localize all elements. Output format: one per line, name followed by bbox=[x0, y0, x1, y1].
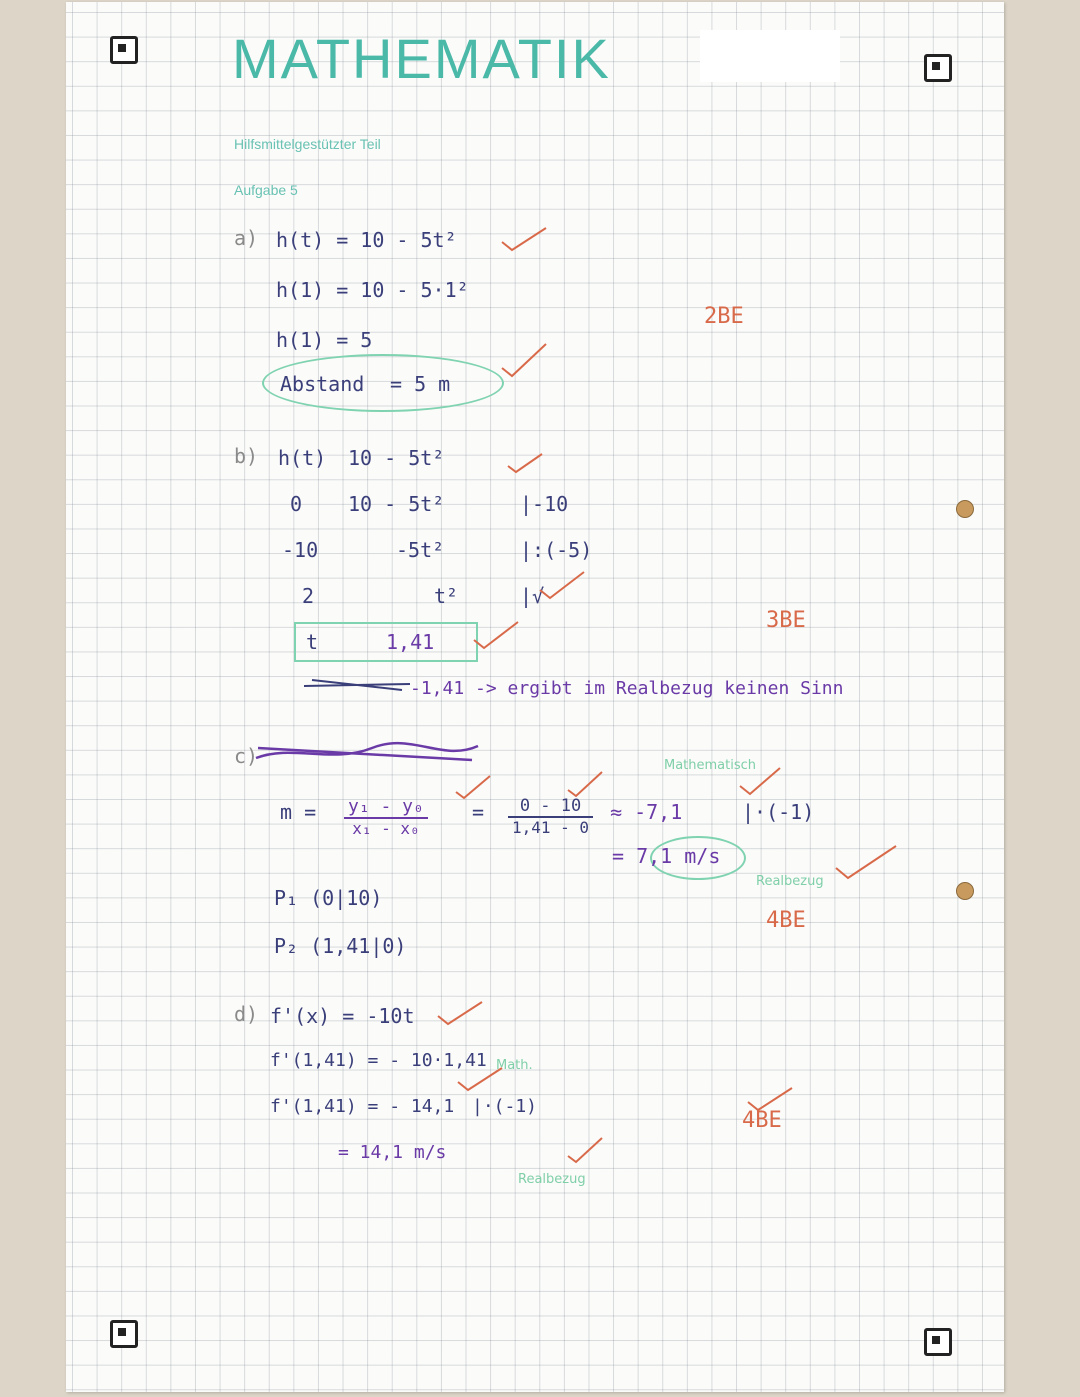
part-a-line-1: h(t) = 10 - 5t² bbox=[276, 228, 457, 252]
part-c-label: c) bbox=[234, 744, 259, 768]
part-d-label: d) bbox=[234, 1002, 259, 1026]
part-b-note: -1,41 -> ergibt im Realbezug keinen Sinn bbox=[410, 678, 844, 699]
corner-marker-bottom-right bbox=[924, 1328, 952, 1356]
part-a-line-4-label: Abstand bbox=[280, 372, 365, 396]
part-c-note-math: Mathematisch bbox=[664, 758, 757, 773]
punch-hole-lower bbox=[956, 882, 974, 900]
crossed-out-scribble bbox=[252, 738, 482, 768]
page-title: MATHEMATIK bbox=[232, 27, 611, 90]
part-b-row-5-right: 1,41 bbox=[386, 630, 435, 654]
grid-paper-sheet bbox=[66, 2, 1004, 1392]
part-b-row-2-op: |-10 bbox=[520, 492, 569, 516]
part-d-line-2: f'(1,41) = - 10·1,41 bbox=[270, 1050, 487, 1071]
part-a-line-4-value: = 5 m bbox=[390, 372, 451, 396]
part-d-line-4: = 14,1 m/s bbox=[338, 1142, 447, 1163]
part-b-row-2-right: 10 - 5t² bbox=[348, 492, 445, 516]
part-d-line-1: f'(x) = -10t bbox=[270, 1004, 415, 1028]
part-b-row-3-op: |:(-5) bbox=[520, 538, 593, 562]
corner-marker-top-left bbox=[110, 36, 138, 64]
part-d-note-real: Realbezug bbox=[518, 1172, 586, 1187]
fraction-1-numerator: y₁ - y₀ bbox=[344, 796, 428, 819]
checkmark-icon bbox=[454, 772, 494, 802]
task-heading: Aufgabe 5 bbox=[234, 182, 298, 198]
checkmark-icon bbox=[746, 1084, 796, 1114]
corner-marker-bottom-left bbox=[110, 1320, 138, 1348]
checkmark-icon bbox=[456, 1064, 506, 1094]
part-c-fraction-2 bbox=[508, 796, 593, 837]
part-c-fraction-1 bbox=[344, 796, 428, 838]
checkmark-icon bbox=[538, 568, 588, 602]
part-d-line-3: f'(1,41) = - 14,1 bbox=[270, 1096, 455, 1117]
part-b-row-5-left: t bbox=[306, 630, 319, 654]
part-b-row-4-left: 2 bbox=[302, 584, 315, 608]
punch-hole-upper bbox=[956, 500, 974, 518]
fraction-1-denominator: x₁ - x₀ bbox=[352, 819, 420, 838]
checkmark-icon bbox=[436, 998, 486, 1028]
corner-marker-top-right bbox=[924, 54, 952, 82]
checkmark-icon bbox=[834, 842, 900, 882]
part-b-row-2-left: 0 bbox=[290, 492, 303, 516]
fraction-2-numerator: 0 - 10 bbox=[508, 796, 593, 818]
checkmark-icon bbox=[738, 764, 784, 798]
part-c-approx: ≈ -7,1 bbox=[610, 800, 683, 824]
checkmark-icon bbox=[566, 768, 606, 802]
part-c-point-2: P₂ (1,41|0) bbox=[274, 934, 407, 958]
checkmark-icon bbox=[506, 448, 546, 478]
checkmark-icon bbox=[500, 224, 550, 254]
part-c-m: m = bbox=[280, 800, 317, 824]
part-d-note-math: Math. bbox=[496, 1058, 533, 1073]
part-c-result: = 7,1 m/s bbox=[612, 844, 721, 868]
part-d-score: 4BE bbox=[742, 1108, 782, 1133]
part-c-note-real: Realbezug bbox=[756, 874, 824, 889]
part-d-line-3-op: |·(-1) bbox=[472, 1096, 538, 1117]
part-c-point-1: P₁ (0|10) bbox=[274, 886, 383, 910]
part-a-score: 2BE bbox=[704, 304, 744, 329]
part-b-row-1-right: 10 - 5t² bbox=[348, 446, 445, 470]
part-a-label: a) bbox=[234, 226, 259, 250]
fraction-2-denominator: 1,41 - 0 bbox=[512, 818, 590, 837]
part-b-row-3-left: -10 bbox=[282, 538, 319, 562]
checkmark-icon bbox=[566, 1134, 606, 1168]
redaction-box bbox=[700, 30, 840, 82]
part-b-row-3-right: -5t² bbox=[396, 538, 445, 562]
part-b-row-4-right: t² bbox=[434, 584, 459, 608]
part-a-line-3: h(1) = 5 bbox=[276, 328, 373, 352]
strikethrough-scribble bbox=[302, 674, 412, 696]
part-b-score: 3BE bbox=[766, 608, 806, 633]
part-c-equals: = bbox=[472, 800, 485, 824]
part-b-label: b) bbox=[234, 444, 259, 468]
part-c-op: |·(-1) bbox=[742, 800, 815, 824]
part-a-line-2: h(1) = 10 - 5·1² bbox=[276, 278, 469, 302]
checkmark-icon bbox=[472, 618, 522, 652]
part-b-row-4-op: |√ bbox=[520, 584, 545, 608]
subtitle: Hilfsmittelgestützter Teil bbox=[234, 136, 381, 152]
part-b-row-1-left: h(t) bbox=[278, 446, 327, 470]
checkmark-icon bbox=[500, 340, 550, 380]
part-c-score: 4BE bbox=[766, 908, 806, 933]
